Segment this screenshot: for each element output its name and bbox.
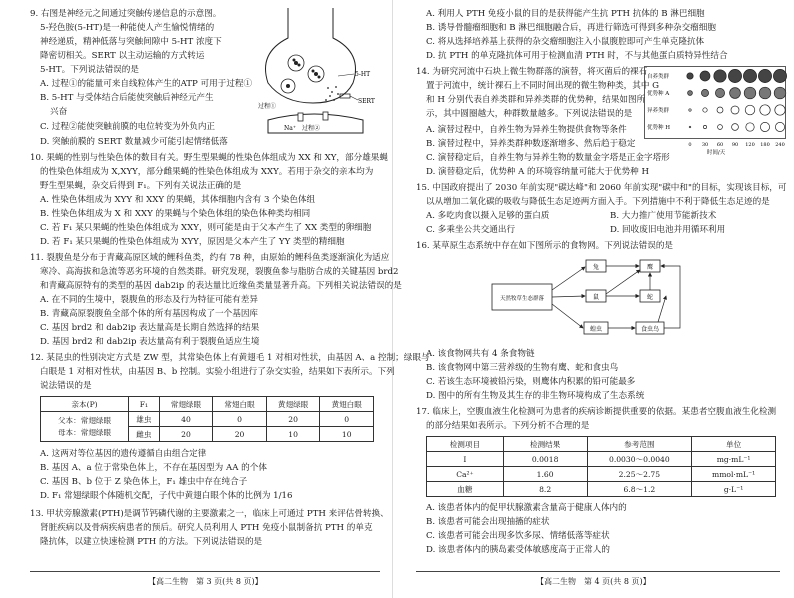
chart-bubble [718, 125, 723, 130]
table-cell: 血糖 [427, 482, 504, 497]
chart-row-label: 优势种 H [647, 125, 671, 131]
q11-line-1: 11. 裂腹鱼是分布于青藏高原区域的鲤科鱼类，约有 78 种，由原始的鲤科鱼类逐渐演化为适应 [30, 253, 390, 263]
q15-option-b: B. 大力推广使用节能新技术 [610, 211, 717, 221]
chart-bubble [743, 69, 756, 82]
chart-x-tick: 90 [731, 142, 739, 148]
q12-father: 父本：常翅绿眼 [57, 415, 112, 425]
q13-line-3: 隆抗体，以建立快速检测 PTH 的方法。下列说法错误的是 [40, 537, 263, 547]
chart-x-tick: 0 [688, 142, 692, 148]
q12-option-d: D. F₁ 常翅绿眼个体随机交配，子代中黄翅白眼个体的比例为 1/16 [40, 491, 293, 501]
q12-parent-cell [41, 412, 129, 442]
table-cell: 10 [266, 427, 320, 442]
q17-line-2: 的部分结果如表所示。下列分析不合理的是 [426, 421, 590, 431]
q11-option-d: D. 基因 brd2 和 dab2ip 表达量高有利于裂腹鱼适应生境 [40, 337, 260, 347]
chart-x-tick: 60 [716, 142, 724, 148]
table-cell: 0 [320, 412, 374, 427]
q12-th-f1: F₁ [129, 397, 160, 412]
table-cell: 40 [159, 412, 213, 427]
q12-th-c4: 黄翅白眼 [320, 397, 374, 412]
chart-bubble [728, 69, 741, 82]
node-producer: 天然牧草生态群落 [499, 296, 545, 302]
q16-stem: 16. 某草原生态系统中存在如下图所示的食物网。下列说法错误的是 [416, 241, 674, 251]
q15-line-1: 15. 中国政府提出了 2030 年前实现"碳达峰"和 2060 年前实现"碳中和"的目标，实现该目标，可 [416, 183, 787, 193]
q16-option-b: B. 该食物网中第三营养级的生物有鹰、蛇和食虫鸟 [426, 363, 619, 373]
q17-th-unit: 单位 [692, 437, 776, 452]
chart-bubble [715, 88, 724, 97]
right-footer: 【高二生物 第 4 页(共 8 页)】 [536, 577, 651, 586]
chart-x-tick: 240 [775, 142, 785, 148]
chart-bubble [775, 105, 785, 115]
chart-row-label: 异养类群 [647, 108, 670, 114]
chart-bubble [758, 69, 771, 82]
q13-option-c: C. 将从选择培养基上获得的杂交瘤细胞注入小鼠腹腔即可产生单克隆抗体 [426, 37, 705, 47]
q10-line-1: 10. 果蝇的性别与性染色体的数目有关。野生型果蝇的性染色体组成为 XX 和 XY，部分雄果蝇 [30, 153, 388, 163]
q15-option-d: D. 回收废旧电池并用循环利用 [610, 225, 726, 235]
footer-rule [416, 571, 780, 572]
chart-x-tick: 30 [701, 142, 709, 148]
table-cell: mg·mL⁻¹ [692, 452, 776, 467]
q17-th-result: 检测结果 [503, 437, 587, 452]
q12-line-2: 白眼是 1 对相对性状，由基因 B、b 控制。实验小组进行了杂交实验，结果如下表所示。下列 [40, 367, 395, 377]
chart-bubble [703, 108, 707, 112]
chart-bubble [730, 88, 741, 99]
label-5ht: 5-HT [355, 71, 371, 78]
q13-line-2: 肾脏疾病以及骨病疾病患者的预后。研究人员利用人 PTH 免疫小鼠制备抗 PTH 的单克 [40, 523, 373, 533]
chart-x-tick: 120 [745, 142, 755, 148]
q12-th-c1: 常翅绿眼 [159, 397, 213, 412]
q11-line-3: 和青藏高原特有的类型的基因 dab2ip 的表达量比近缘鱼类量显著升高。下列相关说法错误的是 [40, 281, 402, 291]
chart-bubble [717, 107, 723, 113]
q13-option-a: A. 利用人 PTH 免疫小鼠的目的是获得能产生抗 PTH 抗体的 B 淋巴细胞 [426, 9, 705, 19]
label-process-2: 过程② [302, 125, 321, 132]
chart-bubble [775, 122, 784, 131]
table-cell: g·L⁻¹ [692, 482, 776, 497]
table-cell: 2.25～2.75 [587, 467, 692, 482]
table-cell: mmol·mL⁻¹ [692, 467, 776, 482]
q17-th-range: 参考范围 [587, 437, 692, 452]
table-cell: 20 [159, 427, 213, 442]
q17-th-item: 检测项目 [427, 437, 504, 452]
q12-mother: 母本：常翅绿眼 [57, 427, 112, 437]
chart-bubble [773, 69, 786, 82]
table-cell: Ca²⁺ [427, 467, 504, 482]
table-cell: 0.0030～0.0040 [587, 452, 692, 467]
chart-bubble [714, 70, 726, 82]
q9-stem-1: 9. 右图是神经元之间通过突触传递信息的示意图。 [30, 9, 222, 19]
q13-option-d: D. 抗 PTH 的单克隆抗体可用于检测血清 PTH 时，不与其他蛋白质特异性结合 [426, 51, 728, 61]
table-cell: 20 [213, 427, 267, 442]
succession-bubble-chart [644, 66, 786, 156]
q11-option-b: B. 青藏高原裂腹鱼全部个体的所有基因构成了一个基因库 [40, 309, 259, 319]
q9-stem-4: 降密切相关。SERT 以主动运输的方式转运 [40, 51, 205, 61]
q10-line-2: 的性染色体组成为 X,XYY，部分雌果蝇的性染色体组成为 XXY。若用于杂交的亲本均为 [40, 167, 374, 177]
chart-bubble [701, 89, 708, 96]
chart-bubble [689, 109, 691, 111]
synapse-diagram [258, 8, 384, 138]
chart-x-label: 时间/天 [706, 150, 726, 156]
q12-row-female-sex: 雌虫 [129, 427, 160, 442]
q9-option-b-cont: 兴奋 [50, 107, 68, 117]
q14-option-c: C. 演替稳定后，自养生物与异养生物的数量金字塔是正金字塔形 [426, 153, 670, 163]
q17-option-b: B. 该患者可能会出现抽搐的症状 [426, 517, 550, 527]
node-rabbit: 兔 [592, 264, 600, 271]
q10-option-d: D. 若 F₁ 某只果蝇的性染色体组成为 XYY，原因是父本产生了 YY 类型的精细胞 [40, 237, 345, 247]
chart-bubble [746, 123, 754, 131]
q12-option-b: B. 基因 A、a 位于常染色体上，不存在基因型为 AA 的个体 [40, 463, 267, 473]
q12-row-male-sex: 雄虫 [129, 412, 160, 427]
q12-th-parent: 亲本(P) [41, 397, 129, 412]
q9-option-d: D. 突触前膜的 SERT 数量减少可能引起情绪低落 [40, 137, 228, 147]
q14-line-3: 和 H 分别代表自养类群和异养类群的优势种，结果如图所 [426, 95, 646, 105]
label-na: Na⁺ [284, 125, 296, 132]
node-snake: 蛇 [646, 294, 654, 301]
table-cell: 0.0018 [503, 452, 587, 467]
q17-option-c: C. 该患者可能会出现多饮多尿、情绪低落等症状 [426, 531, 610, 541]
q10-option-a: A. 性染色体组成为 XYY 和 XXY 的果蝇，其体细胞内含有 3 个染色体组 [40, 195, 316, 205]
q17-option-a: A. 该患者体内的促甲状腺激素含量高于健康人体内的 [426, 503, 627, 513]
chart-bubble [745, 105, 755, 115]
q12-line-1: 12. 某昆虫的性别决定方式是 ZW 型，其常染色体上有黄翅毛 1 对相对性状，由基因 A、a 控制；绿眼与 [30, 353, 430, 363]
q13-line-1: 13. 甲状旁腺激素(PTH)是调节钙磷代谢的主要激素之一，临床上可通过 PTH 来评估骨转换、 [30, 509, 389, 519]
label-sert: SERT [358, 98, 375, 105]
q9-option-b: B. 5-HT 与受体结合后能使突触后神经元产生 [40, 93, 214, 103]
chart-bubble [703, 125, 706, 128]
q9-option-a: A. 过程①的能量可来自线粒体产生的ATP 可用于过程① [40, 79, 253, 89]
table-cell: 1.60 [503, 467, 587, 482]
food-web-diagram [490, 256, 690, 342]
chart-row-label: 自养类群 [647, 74, 670, 80]
q15-line-2: 以从增加二氧化碳的吸收与降低生态足迹两方面入手。下列措施中不利于降低生态足迹的是 [426, 197, 770, 207]
right-page [400, 0, 790, 598]
node-bird: 食虫鸟 [640, 326, 660, 333]
q14-line-4: 示，其中圆圈越大，种群数量越多。下列说法错误的是 [426, 109, 633, 119]
q9-option-c: C. 过程②能使突触前膜的电位转变为外负内正 [40, 122, 216, 132]
q14-option-d: D. 演替稳定后，优势种 A 的环境容纳量可能大于优势种 H [426, 167, 650, 177]
footer-rule [30, 571, 380, 572]
q15-option-a: A. 多吃肉食以摄入足够的蛋白质 [426, 211, 550, 221]
chart-bubble [759, 87, 771, 99]
page-divider [392, 0, 393, 598]
left-footer: 【高二生物 第 3 页(共 8 页)】 [148, 577, 263, 586]
table-cell: 0 [213, 412, 267, 427]
chart-bubble [732, 124, 739, 131]
q17-line-1: 17. 临床上，空腹血液生化检测可为患者的疾病诊断提供重要的依据。某患者空腹血液生化检测 [416, 407, 777, 417]
label-process-1: 过程① [258, 103, 277, 110]
node-eagle: 鹰 [646, 264, 654, 271]
q16-option-c: C. 若该生态环境被铅污染，则鹰体内积累的铅可能最多 [426, 377, 636, 387]
q12-table [40, 396, 374, 442]
q10-line-3: 野生型果蝇，杂交后得到 F₁。下列有关说法正确的是 [40, 181, 242, 191]
q10-option-b: B. 性染色体组成为 X 和 XXY 的果蝇与个染色体组的染色体种类均相同 [40, 209, 311, 219]
q11-line-2: 寒冷、高海拔和急流等恶劣环境的自然类群。研究发现，裂腹鱼参与脂肪合成的关键基因 brd2 [40, 267, 399, 277]
chart-bubble [760, 105, 770, 115]
table-cell: 8.2 [503, 482, 587, 497]
node-locust: 蝗虫 [589, 326, 603, 333]
chart-row-label: 优势种 A [647, 91, 670, 97]
q16-option-d: D. 图中的所有生物及其生存的非生物环境构成了生态系统 [426, 391, 645, 401]
q12-option-c: C. 基因 B、b 位于 Z 染色体上，F₁ 雄虫中存在纯合子 [40, 477, 248, 487]
q16-option-a: A. 该食物网共有 4 条食物链 [426, 349, 535, 359]
q9-stem-2: 5-羟色胺(5-HT)是一种能使人产生愉悦情绪的 [40, 23, 215, 33]
q14-option-a: A. 演替过程中，自养生物为异养生物提供食物等条件 [426, 125, 627, 135]
chart-bubble [688, 91, 693, 96]
q13-option-b: B. 诱导骨髓瘤细胞和 B 淋巴细胞融合后，再进行筛选可得到多种杂交瘤细胞 [426, 23, 716, 33]
q17-table [426, 436, 776, 497]
chart-x-tick: 180 [760, 142, 770, 148]
chart-bubble [744, 87, 756, 99]
q9-stem-3: 神经递质，精神低落与突触间隙中 5-HT 浓度下 [40, 37, 222, 47]
chart-bubble [689, 126, 691, 128]
q12-option-a: A. 这两对等位基因的遗传遵循自由组合定律 [40, 449, 207, 459]
q9-stem-5: 5-HT。下列说法错误的是 [40, 65, 139, 75]
chart-bubble [760, 122, 769, 131]
q15-option-c: C. 多乘坐公共交通出行 [426, 225, 516, 235]
q14-line-2: 置于河流中，统计裸石上不同时间出现的微生物种类，其中 G [426, 81, 660, 91]
q10-option-c: C. 若 F₁ 某只果蝇的性染色体组成为 XXY，则可能是由于父本产生了 XX 类型的卵细胞 [40, 223, 372, 233]
q12-th-c3: 黄翅绿眼 [266, 397, 320, 412]
chart-bubble [774, 87, 786, 99]
chart-bubble [731, 106, 739, 114]
q11-option-c: C. 基因 brd2 和 dab2ip 表达量高是长期自然选择的结果 [40, 323, 260, 333]
chart-bubble [700, 71, 710, 81]
q11-option-a: A. 在不同的生境中，裂腹鱼的形态及行为特征可能有差异 [40, 295, 258, 305]
q14-option-b: B. 演替过程中，异养类群种数逐渐增多、然后趋于稳定 [426, 139, 636, 149]
table-cell: 6.8～1.2 [587, 482, 692, 497]
table-cell: 10 [320, 427, 374, 442]
table-cell: I [427, 452, 504, 467]
table-cell: 20 [266, 412, 320, 427]
q14-line-1: 14. 为研究河流中石块上微生物群落的演替，将灭菌后的裸石 [416, 67, 648, 77]
q12-line-3: 说法错误的是 [40, 381, 92, 391]
chart-bubble [687, 73, 693, 79]
node-mouse: 鼠 [592, 294, 600, 301]
q17-option-d: D. 该患者体内的胰岛素受体敏感度高于正常人的 [426, 545, 610, 555]
q12-th-c2: 常翅白眼 [213, 397, 267, 412]
